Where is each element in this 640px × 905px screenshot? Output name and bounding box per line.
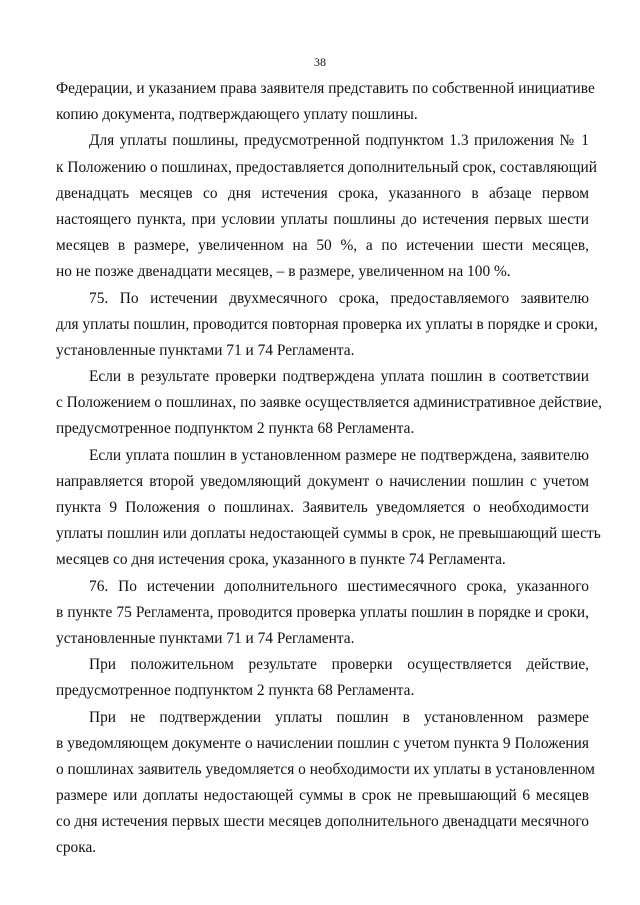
text-line: настоящего пункта, при условии уплаты пошлины до истечения первых шести — [56, 210, 589, 228]
text-line: в уведомляющем документе о начислении пошлин с учетом пункта 9 Положения — [56, 734, 589, 752]
text-line: к Положению о пошлинах, предоставляется дополнительный срок, составляющий — [56, 158, 597, 176]
page-number: 38 — [314, 55, 326, 69]
text-line: срока. — [56, 839, 97, 857]
paragraph — [56, 705, 595, 862]
text-line: Для уплаты пошлины, предусмотренной подпунктом 1.3 приложения № 1 — [89, 132, 589, 150]
text-line: Если уплата пошлин в установленном размере не подтверждена, заявителю — [89, 446, 589, 464]
text-line: При не подтверждении уплаты пошлин в установленном размере — [89, 708, 589, 726]
paragraph — [56, 574, 589, 653]
text-line: установленные пунктами 71 и 74 Регламента. — [56, 629, 355, 647]
text-line: копию документа, подтверждающего уплату пошлины. — [56, 106, 418, 124]
text-line: о пошлинах заявитель уведомляется о необходимости их уплаты в установленном — [56, 760, 595, 778]
text-line: в пункте 75 Регламента, проводится проверка уплаты пошлин в порядке и сроки, — [56, 603, 589, 621]
text-line: направляется второй уведомляющий документ о начислении пошлин с учетом — [56, 472, 589, 490]
text-line: пункта 9 Положения о пошлинах. Заявитель уведомляется о необходимости — [56, 499, 589, 516]
paragraph — [56, 286, 598, 365]
text-line: с Положением о пошлинах, по заявке осуществляется административное действие, — [56, 394, 602, 412]
text-line: При положительном результате проверки осуществляется действие, — [89, 656, 589, 674]
paragraph — [56, 128, 597, 285]
text-line: Если в результате проверки подтверждена уплата пошлин в соответствии — [89, 368, 589, 386]
text-line: для уплаты пошлин, проводится повторная проверка их уплаты в порядке и сроки, — [56, 315, 598, 333]
text-line: размере или доплаты недостающей суммы в срок не превышающий 6 месяцев — [56, 787, 589, 805]
text-line: со дня истечения первых шести месяцев дополнительного двенадцати месячного — [56, 813, 589, 831]
text-line: двенадцать месяцев со дня истечения срока, указанного в абзаце первом — [56, 184, 589, 202]
text-line: 76. По истечении дополнительного шестимесячного срока, указанного — [89, 577, 589, 595]
text-line: месяцев в размере, увеличенном на 50 %, а по истечении шести месяцев, — [56, 237, 589, 255]
paragraph — [56, 364, 602, 443]
paragraph — [56, 652, 589, 704]
text-line: уплаты пошлин или доплаты недостающей суммы в срок, не превышающий шесть — [56, 525, 601, 543]
text-line: Федерации, и указанием права заявителя представить по собственной инициативе — [56, 80, 595, 97]
text-line: предусмотренное подпунктом 2 пункта 68 Регламента. — [56, 420, 415, 438]
paragraph — [56, 443, 601, 574]
document-body — [56, 76, 602, 862]
text-line: предусмотренное подпунктом 2 пункта 68 Регламента. — [56, 682, 415, 700]
text-line: 75. По истечении двухмесячного срока, предоставляемого заявителю — [89, 289, 589, 307]
paragraph — [56, 76, 595, 128]
text-line: установленные пунктами 71 и 74 Регламента. — [56, 341, 355, 359]
text-line: но не позже двенадцати месяцев, – в размере, увеличенном на 100 %. — [56, 263, 511, 281]
text-line: месяцев со дня истечения срока, указанного в пункте 74 Регламента. — [56, 551, 506, 569]
